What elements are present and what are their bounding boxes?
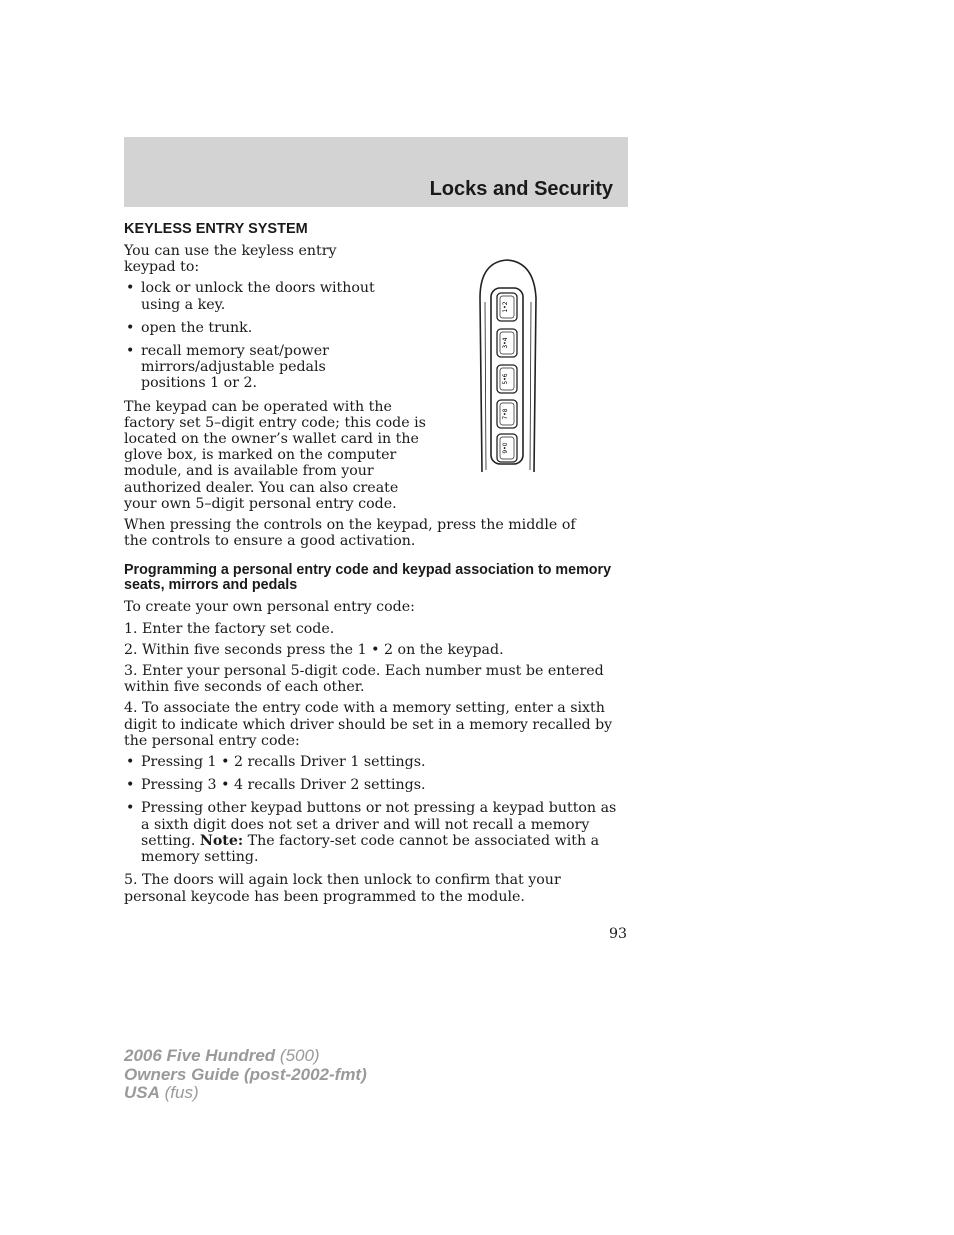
keypad-inner-right: [530, 302, 531, 470]
keypad-button-label: 3•4: [502, 337, 509, 349]
list-item: • recall memory seat/power mirrors/adjustable pedals positions 1 or 2.: [124, 343, 341, 392]
footer-market: USA: [124, 1083, 160, 1102]
keypad-inner-left: [485, 302, 486, 470]
keypad-button-2: [497, 329, 517, 357]
footer: [124, 1047, 367, 1103]
page-number: 93: [608, 926, 627, 942]
footer-line-1: [124, 1047, 367, 1066]
page-title: Locks and Security: [429, 178, 613, 200]
list-item: [124, 800, 624, 865]
header-band: [124, 137, 628, 207]
keypad-button-4: [497, 400, 517, 428]
list-item: • Pressing 1 • 2 recalls Driver 1 settings.: [124, 754, 624, 770]
keypad-button-label: 7•8: [502, 408, 509, 420]
feature-list: [124, 280, 384, 391]
keypad-button-label: 5•6: [502, 373, 509, 385]
main-content: [124, 221, 624, 910]
programming-title: Programming a personal entry code and keypad association to memory seats, mirrors and pedals: [124, 562, 612, 594]
paragraph-entry-code-text: The keypad can be operated with the factory set 5–digit entry code; this code is located on the owner’s wallet card in the glove box, is marked on the computer module, and is available from your authorized dealer. You can also create your own 5–digit personal entry code.: [124, 398, 426, 512]
programming-intro: To create your own personal entry code:: [124, 599, 415, 616]
step-1: 1. Enter the factory set code.: [124, 620, 335, 637]
footer-model: 2006 Five Hundred: [124, 1046, 276, 1065]
step-5: 5. The doors will again lock then unlock to confirm that your personal keycode has been programmed to the module.: [124, 872, 561, 905]
keypad-button-5: [497, 434, 517, 462]
keypad-illustration: [474, 258, 540, 474]
step-3: 3. Enter your personal 5-digit code. Each number must be entered within five seconds of each other.: [124, 663, 604, 696]
note-text: The factory-set code cannot be associated with a memory setting.: [141, 832, 600, 866]
step-2: 2. Within five seconds press the 1 • 2 on the keypad.: [124, 641, 504, 658]
keypad-button-1: [497, 293, 517, 321]
keypad-button-label: 9•0: [502, 442, 509, 454]
footer-line-2: [124, 1066, 367, 1085]
list-item: • open the trunk.: [124, 320, 384, 336]
note-label: Note:: [199, 832, 244, 849]
footer-model-code: (500): [279, 1046, 320, 1065]
bullet-text: Pressing other keypad buttons or not pressing a keypad button as a sixth digit does not set a driver and will not recall a memory setting.: [141, 800, 617, 849]
step-4: 4. To associate the entry code with a memory setting, enter a sixth digit to indicate which driver should be set in a memory recalled by the personal entry code:: [124, 700, 613, 749]
footer-guide: Owners Guide (post-2002-fmt): [124, 1064, 367, 1084]
driver-list: [124, 754, 624, 865]
section-intro: You can use the keyless entry keypad to:: [124, 243, 337, 276]
footer-market-code: (fus): [164, 1083, 199, 1102]
section-title: KEYLESS ENTRY SYSTEM: [124, 221, 308, 237]
list-item: • lock or unlock the doors without using a key.: [124, 280, 384, 312]
paragraph-pressing: When pressing the controls on the keypad, press the middle of the controls to ensure a good activation.: [124, 517, 576, 550]
list-item: • Pressing 3 • 4 recalls Driver 2 settings.: [124, 777, 624, 793]
footer-line-3: [124, 1084, 367, 1103]
paragraph-entry-code: [124, 399, 434, 512]
keypad-button-3: [497, 365, 517, 393]
keypad-button-label: 1•2: [502, 301, 509, 313]
